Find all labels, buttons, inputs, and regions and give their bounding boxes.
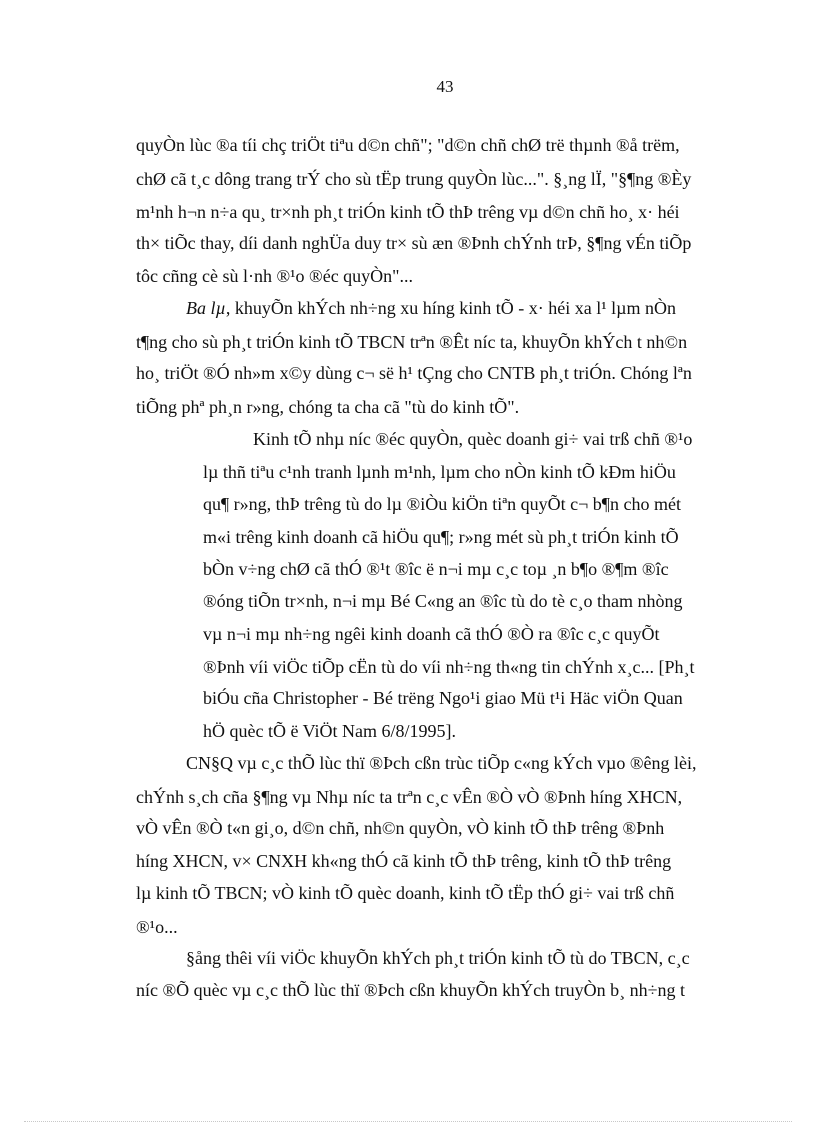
quote-line: vµ n¬i mµ nh÷ng ngêi kinh doanh cã thÓ ®Ò ra ®îc c¸c quyÕt [203, 624, 660, 644]
text-line: híng XHCN, v× CNXH kh«ng thÓ cã kinh tÕ thÞ trêng, kinh tÕ thÞ trêng [136, 851, 672, 871]
text-line [186, 297, 676, 319]
text-line: quyÒn lùc ®a tíi chç triÖt tiªu d©n chñ"; "d©n chñ chØ trë thµnh ®å trëm, [136, 135, 680, 155]
text-line: chÝnh s¸ch cña §¶ng vµ Nhµ níc ta trªn c¸c vÊn ®Ò vÒ ®Þnh híng XHCN, [136, 787, 683, 807]
text-line: m¹nh h¬n n÷a qu¸ tr×nh ph¸t triÓn kinh tÕ thÞ trêng vµ d©n chñ ho¸ x· héi [136, 202, 680, 222]
text-line: lµ kinh tÕ TBCN; vÒ kinh tÕ quèc doanh, kinh tÕ tËp thÓ gi÷ vai trß chñ [136, 883, 675, 903]
text-line: tôc cñng cè sù l·nh ®¹o ®éc quyÒn"... [136, 266, 414, 286]
text-line: tiÕng phª ph¸n r»ng, chóng ta cha cã "tù do kinh tÕ". [136, 397, 520, 417]
quote-line: biÓu cña Christopher - Bé trëng Ngo¹i giao Mü t¹i Häc viÖn Quan [203, 688, 683, 708]
text-line: ®¹o... [136, 917, 178, 937]
text-line: ho¸ triÖt ®Ó nh»m x©y dùng c¬ së h¹ tÇng cho CNTB ph¸t triÓn. Chóng lªn [136, 363, 692, 383]
quote-line: lµ thñ tiªu c¹nh tranh lµnh m¹nh, lµm cho nÒn kinh tÕ kÐm hiÖu [203, 462, 676, 482]
text-line: níc ®Õ quèc vµ c¸c thÕ lùc thï ®Þch cßn khuyÕn khÝch truyÒn b¸ nh÷ng t [136, 980, 685, 1000]
quote-line: m«i trêng kinh doanh cã hiÖu qu¶; r»ng mét sù ph¸t triÓn kinh tÕ [203, 527, 679, 547]
quote-line: ®Þnh víi viÖc tiÕp cËn tù do víi nh÷ng th«ng tin chÝnh x¸c... [Ph¸t [203, 657, 695, 677]
text-line: th× tiÕc thay, díi danh nghÜa duy tr× sù æn ®Þnh chÝnh trÞ, §¶ng vÉn tiÕp [136, 233, 692, 253]
page-number: 43 [436, 77, 454, 96]
text-line: vÒ vÊn ®Ò t«n gi¸o, d©n chñ, nh©n quyÒn, vÒ kinh tÕ thÞ trêng ®Þnh [136, 818, 665, 838]
quote-line: hÖ quèc tÕ ë ViÖt Nam 6/8/1995]. [203, 721, 457, 741]
emphasis-lead: Ba lµ [186, 298, 226, 318]
quote-line: qu¶ r»ng, thÞ trêng tù do lµ ®iÒu kiÖn tiªn quyÕt c¬ b¶n cho mét [203, 494, 681, 514]
text-line-rest: , khuyÕn khÝch nh÷ng xu híng kinh tÕ - x· héi xa l¹ lµm nÒn [225, 298, 676, 318]
page-bottom-divider [24, 1121, 792, 1122]
quote-line: Kinh tÕ nhµ níc ®éc quyÒn, quèc doanh gi÷ vai trß chñ ®¹o [253, 429, 693, 449]
text-line: t¶ng cho sù ph¸t triÓn kinh tÕ TBCN trªn ®Êt níc ta, khuyÕn khÝch t nh©n [136, 332, 688, 352]
quote-line: bÒn v÷ng chØ cã thÓ ®¹t ®îc ë n¬i mµ c¸c toµ ¸n b¶o ®¶m ®îc [203, 559, 669, 579]
text-line: §ång thêi víi viÖc khuyÕn khÝch ph¸t triÓn kinh tÕ tù do TBCN, c¸c [186, 948, 690, 968]
quote-line: ®óng tiÕn tr×nh, n¬i mµ Bé C«ng an ®îc tù do tè c¸o tham nhòng [203, 591, 683, 611]
text-line: CN§Q vµ c¸c thÕ lùc thï ®Þch cßn trùc tiÕp c«ng kÝch vµo ®êng lèi, [186, 753, 697, 773]
text-line: chØ cã t¸c dông trang trÝ cho sù tËp trung quyÒn lùc...". §¸ng lÏ, "§¶ng ®Èy [136, 169, 692, 189]
